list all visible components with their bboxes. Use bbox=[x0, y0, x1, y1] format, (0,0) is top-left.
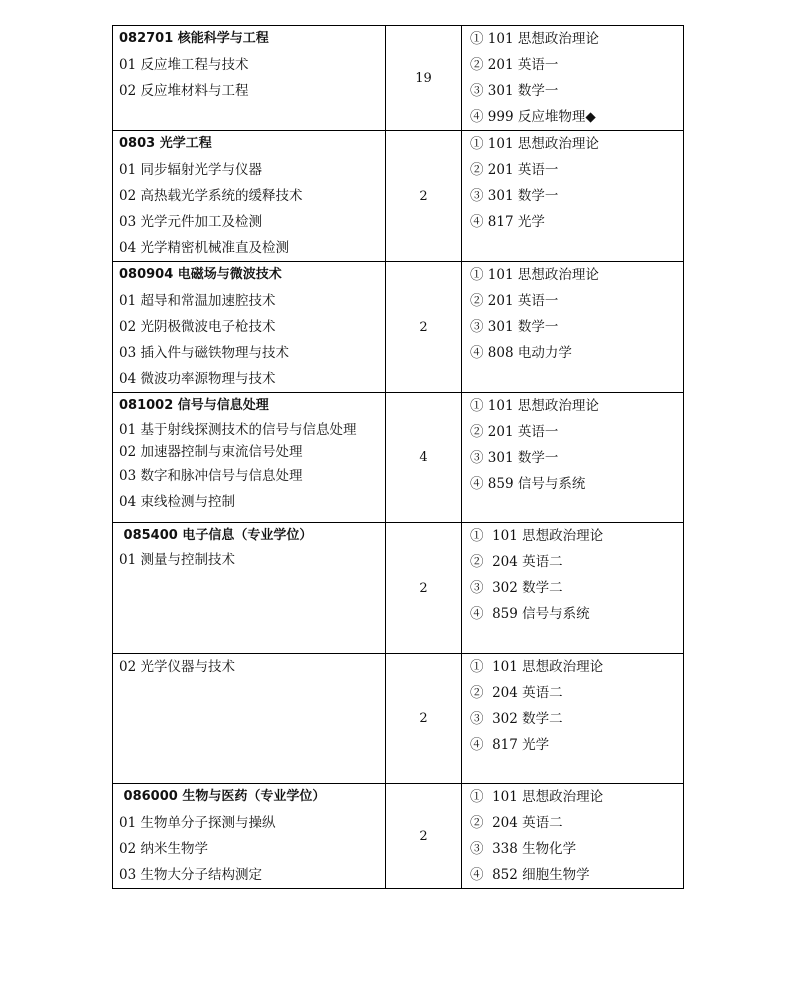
exam-item: ② 204 英语二 bbox=[470, 685, 563, 701]
exam-item: ③ 338 生物化学 bbox=[470, 841, 577, 857]
exam-item: ② 201 英语一 bbox=[470, 57, 559, 73]
exam-item: ③ 301 数学一 bbox=[470, 450, 559, 466]
exam-item: ① 101 思想政治理论 bbox=[470, 267, 599, 283]
table-row bbox=[113, 654, 684, 784]
exam-item: ④ 859 信号与系统 bbox=[470, 606, 590, 622]
direction-item: 02 加速器控制与束流信号处理 bbox=[119, 444, 303, 460]
program-cell bbox=[113, 654, 386, 784]
exam-cell bbox=[462, 262, 684, 393]
exam-item: ③ 301 数学一 bbox=[470, 83, 559, 99]
quota-cell: 2 bbox=[386, 523, 462, 654]
exam-item: ④ 859 信号与系统 bbox=[470, 476, 586, 492]
direction-item: 04 束线检测与控制 bbox=[119, 494, 235, 510]
exam-cell bbox=[462, 393, 684, 523]
exam-item: ② 204 英语二 bbox=[470, 554, 563, 570]
exam-cell bbox=[462, 523, 684, 654]
direction-item: 03 生物大分子结构测定 bbox=[119, 867, 262, 883]
direction-item: 02 光阴极微波电子枪技术 bbox=[119, 319, 276, 335]
direction-item: 03 光学元件加工及检测 bbox=[119, 214, 262, 230]
direction-item: 03 数字和脉冲信号与信息处理 bbox=[119, 468, 303, 484]
direction-item: 01 超导和常温加速腔技术 bbox=[119, 293, 276, 309]
direction-item: 01 同步辐射光学与仪器 bbox=[119, 162, 262, 178]
direction-item: 02 纳米生物学 bbox=[119, 841, 208, 857]
program-heading: 081002 信号与信息处理 bbox=[119, 398, 269, 413]
program-heading: 085400 电子信息（专业学位） bbox=[119, 528, 313, 543]
quota-cell: 2 bbox=[386, 262, 462, 393]
table-row bbox=[113, 131, 684, 262]
quota-cell: 2 bbox=[386, 654, 462, 784]
program-cell bbox=[113, 784, 386, 889]
direction-item: 01 生物单分子探测与操纵 bbox=[119, 815, 276, 831]
program-heading: 0803 光学工程 bbox=[119, 136, 212, 151]
exam-item: ③ 302 数学二 bbox=[470, 580, 563, 596]
table-row bbox=[113, 393, 684, 523]
exam-cell bbox=[462, 26, 684, 131]
exam-item: ④ 817 光学 bbox=[470, 214, 545, 230]
program-cell bbox=[113, 131, 386, 262]
program-heading: 086000 生物与医药（专业学位） bbox=[119, 789, 326, 804]
exam-item: ① 101 思想政治理论 bbox=[470, 659, 604, 675]
table-row bbox=[113, 26, 684, 131]
exam-item: ① 101 思想政治理论 bbox=[470, 136, 599, 152]
table-row bbox=[113, 784, 684, 889]
program-cell bbox=[113, 523, 386, 654]
exam-item: ③ 301 数学一 bbox=[470, 319, 559, 335]
direction-item: 02 光学仪器与技术 bbox=[119, 659, 235, 675]
exam-cell bbox=[462, 131, 684, 262]
program-cell bbox=[113, 262, 386, 393]
program-heading: 080904 电磁场与微波技术 bbox=[119, 267, 282, 282]
exam-cell bbox=[462, 784, 684, 889]
exam-item: ③ 302 数学二 bbox=[470, 711, 563, 727]
direction-item: 01 测量与控制技术 bbox=[119, 552, 235, 568]
direction-item: 02 反应堆材料与工程 bbox=[119, 83, 249, 99]
exam-item: ② 201 英语一 bbox=[470, 424, 559, 440]
exam-item: ② 201 英语一 bbox=[470, 162, 559, 178]
program-cell bbox=[113, 26, 386, 131]
exam-item: ① 101 思想政治理论 bbox=[470, 528, 604, 544]
direction-item: 01 反应堆工程与技术 bbox=[119, 57, 249, 73]
exam-item: ① 101 思想政治理论 bbox=[470, 789, 604, 805]
exam-item: ④ 808 电动力学 bbox=[470, 345, 572, 361]
exam-item: ④ 852 细胞生物学 bbox=[470, 867, 590, 883]
exam-item: ③ 301 数学一 bbox=[470, 188, 559, 204]
table-row bbox=[113, 262, 684, 393]
direction-item: 03 插入件与磁铁物理与技术 bbox=[119, 345, 289, 361]
exam-cell bbox=[462, 654, 684, 784]
quota-cell: 2 bbox=[386, 784, 462, 889]
exam-item: ④ 999 反应堆物理◆ bbox=[470, 109, 596, 125]
exam-item: ① 101 思想政治理论 bbox=[470, 31, 599, 47]
direction-item: 02 高热载光学系统的缓释技术 bbox=[119, 188, 303, 204]
table-row bbox=[113, 523, 684, 654]
exam-item: ② 204 英语二 bbox=[470, 815, 563, 831]
quota-cell: 2 bbox=[386, 131, 462, 262]
program-heading: 082701 核能科学与工程 bbox=[119, 31, 269, 46]
exam-item: ② 201 英语一 bbox=[470, 293, 559, 309]
quota-cell: 19 bbox=[386, 26, 462, 131]
direction-item: 01 基于射线探测技术的信号与信息处理 bbox=[119, 422, 357, 438]
exam-item: ④ 817 光学 bbox=[470, 737, 550, 753]
direction-item: 04 光学精密机械准直及检测 bbox=[119, 240, 289, 256]
quota-cell: 4 bbox=[386, 393, 462, 523]
admissions-table bbox=[112, 25, 684, 889]
direction-item: 04 微波功率源物理与技术 bbox=[119, 371, 276, 387]
exam-item: ① 101 思想政治理论 bbox=[470, 398, 599, 414]
program-cell bbox=[113, 393, 386, 523]
